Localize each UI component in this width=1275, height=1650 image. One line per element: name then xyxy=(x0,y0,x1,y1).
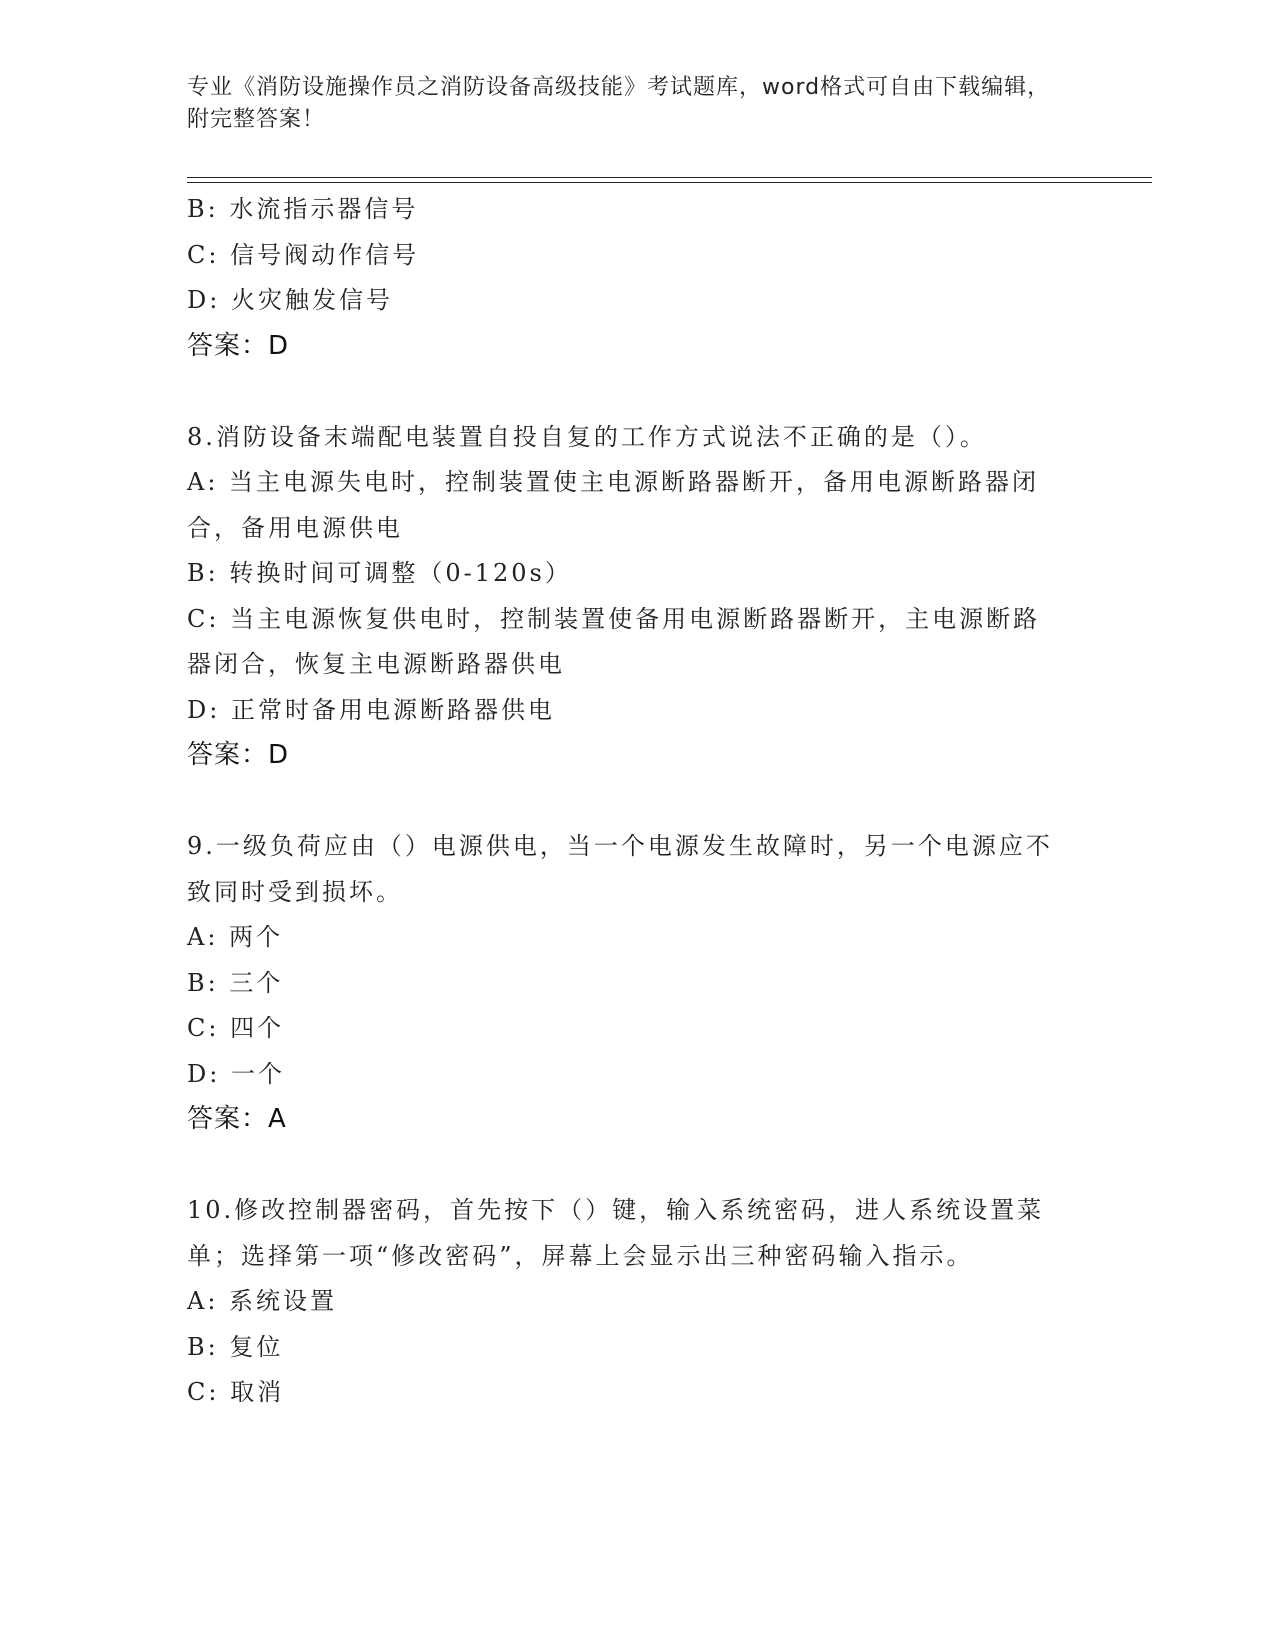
option-c: C: 四个 xyxy=(187,1014,285,1042)
question-block-10 xyxy=(187,1188,1087,1416)
spacer xyxy=(187,779,1087,825)
document-body xyxy=(187,187,1087,1416)
header-rule-bottom xyxy=(187,182,1152,183)
option-d: D: 一个 xyxy=(187,1059,285,1088)
option-d: D: 正常时备用电源断路器供电 xyxy=(187,695,555,724)
option-a: A: 当主电源失电时，控制装置使主电源断路器断开，备用电源断路器闭合，备用电源供电 xyxy=(187,468,1040,542)
option-b: B: 复位 xyxy=(187,1332,284,1361)
option-b: B: 三个 xyxy=(187,968,284,997)
question-text: 8.消防设备末端配电装置自投自复的工作方式说法不正确的是（）。 xyxy=(187,422,987,451)
option-b: B: 水流指示器信号 xyxy=(187,195,419,223)
option-c: C: 当主电源恢复供电时，控制装置使备用电源断路器断开，主电源断路器闭合，恢复主电源断路器供电 xyxy=(187,604,1041,678)
spacer xyxy=(187,369,1087,415)
option-d: D: 火灾触发信号 xyxy=(187,286,393,314)
answer-line: 答案：D xyxy=(187,740,290,770)
answer-line: 答案：A xyxy=(187,1104,287,1134)
spacer xyxy=(187,1143,1087,1189)
question-text: 10.修改控制器密码，首先按下（）键，输入系统密码，进人系统设置菜单；选择第一项“修改密码”，屏幕上会显示出三种密码输入指示。 xyxy=(187,1196,1045,1270)
option-c: C: 信号阀动作信号 xyxy=(187,240,420,269)
question-block-8 xyxy=(187,415,1087,779)
header-rule-top xyxy=(187,177,1152,178)
option-a: A: 两个 xyxy=(187,923,284,951)
answer-line: 答案：D xyxy=(187,330,290,361)
document-header: 专业《消防设施操作员之消防设备高级技能》考试题库，word格式可自由下载编辑，附完整答案！ xyxy=(187,75,1051,132)
question-block-prev xyxy=(187,187,1087,369)
option-a: A: 系统设置 xyxy=(187,1287,338,1315)
question-block-9 xyxy=(187,824,1087,1143)
option-c: C: 取消 xyxy=(187,1378,285,1406)
option-b: B: 转换时间可调整（0-120s） xyxy=(187,559,572,587)
question-text: 9.一级负荷应由（）电源供电，当一个电源发生故障时，另一个电源应不致同时受到损坏。 xyxy=(187,832,1053,906)
